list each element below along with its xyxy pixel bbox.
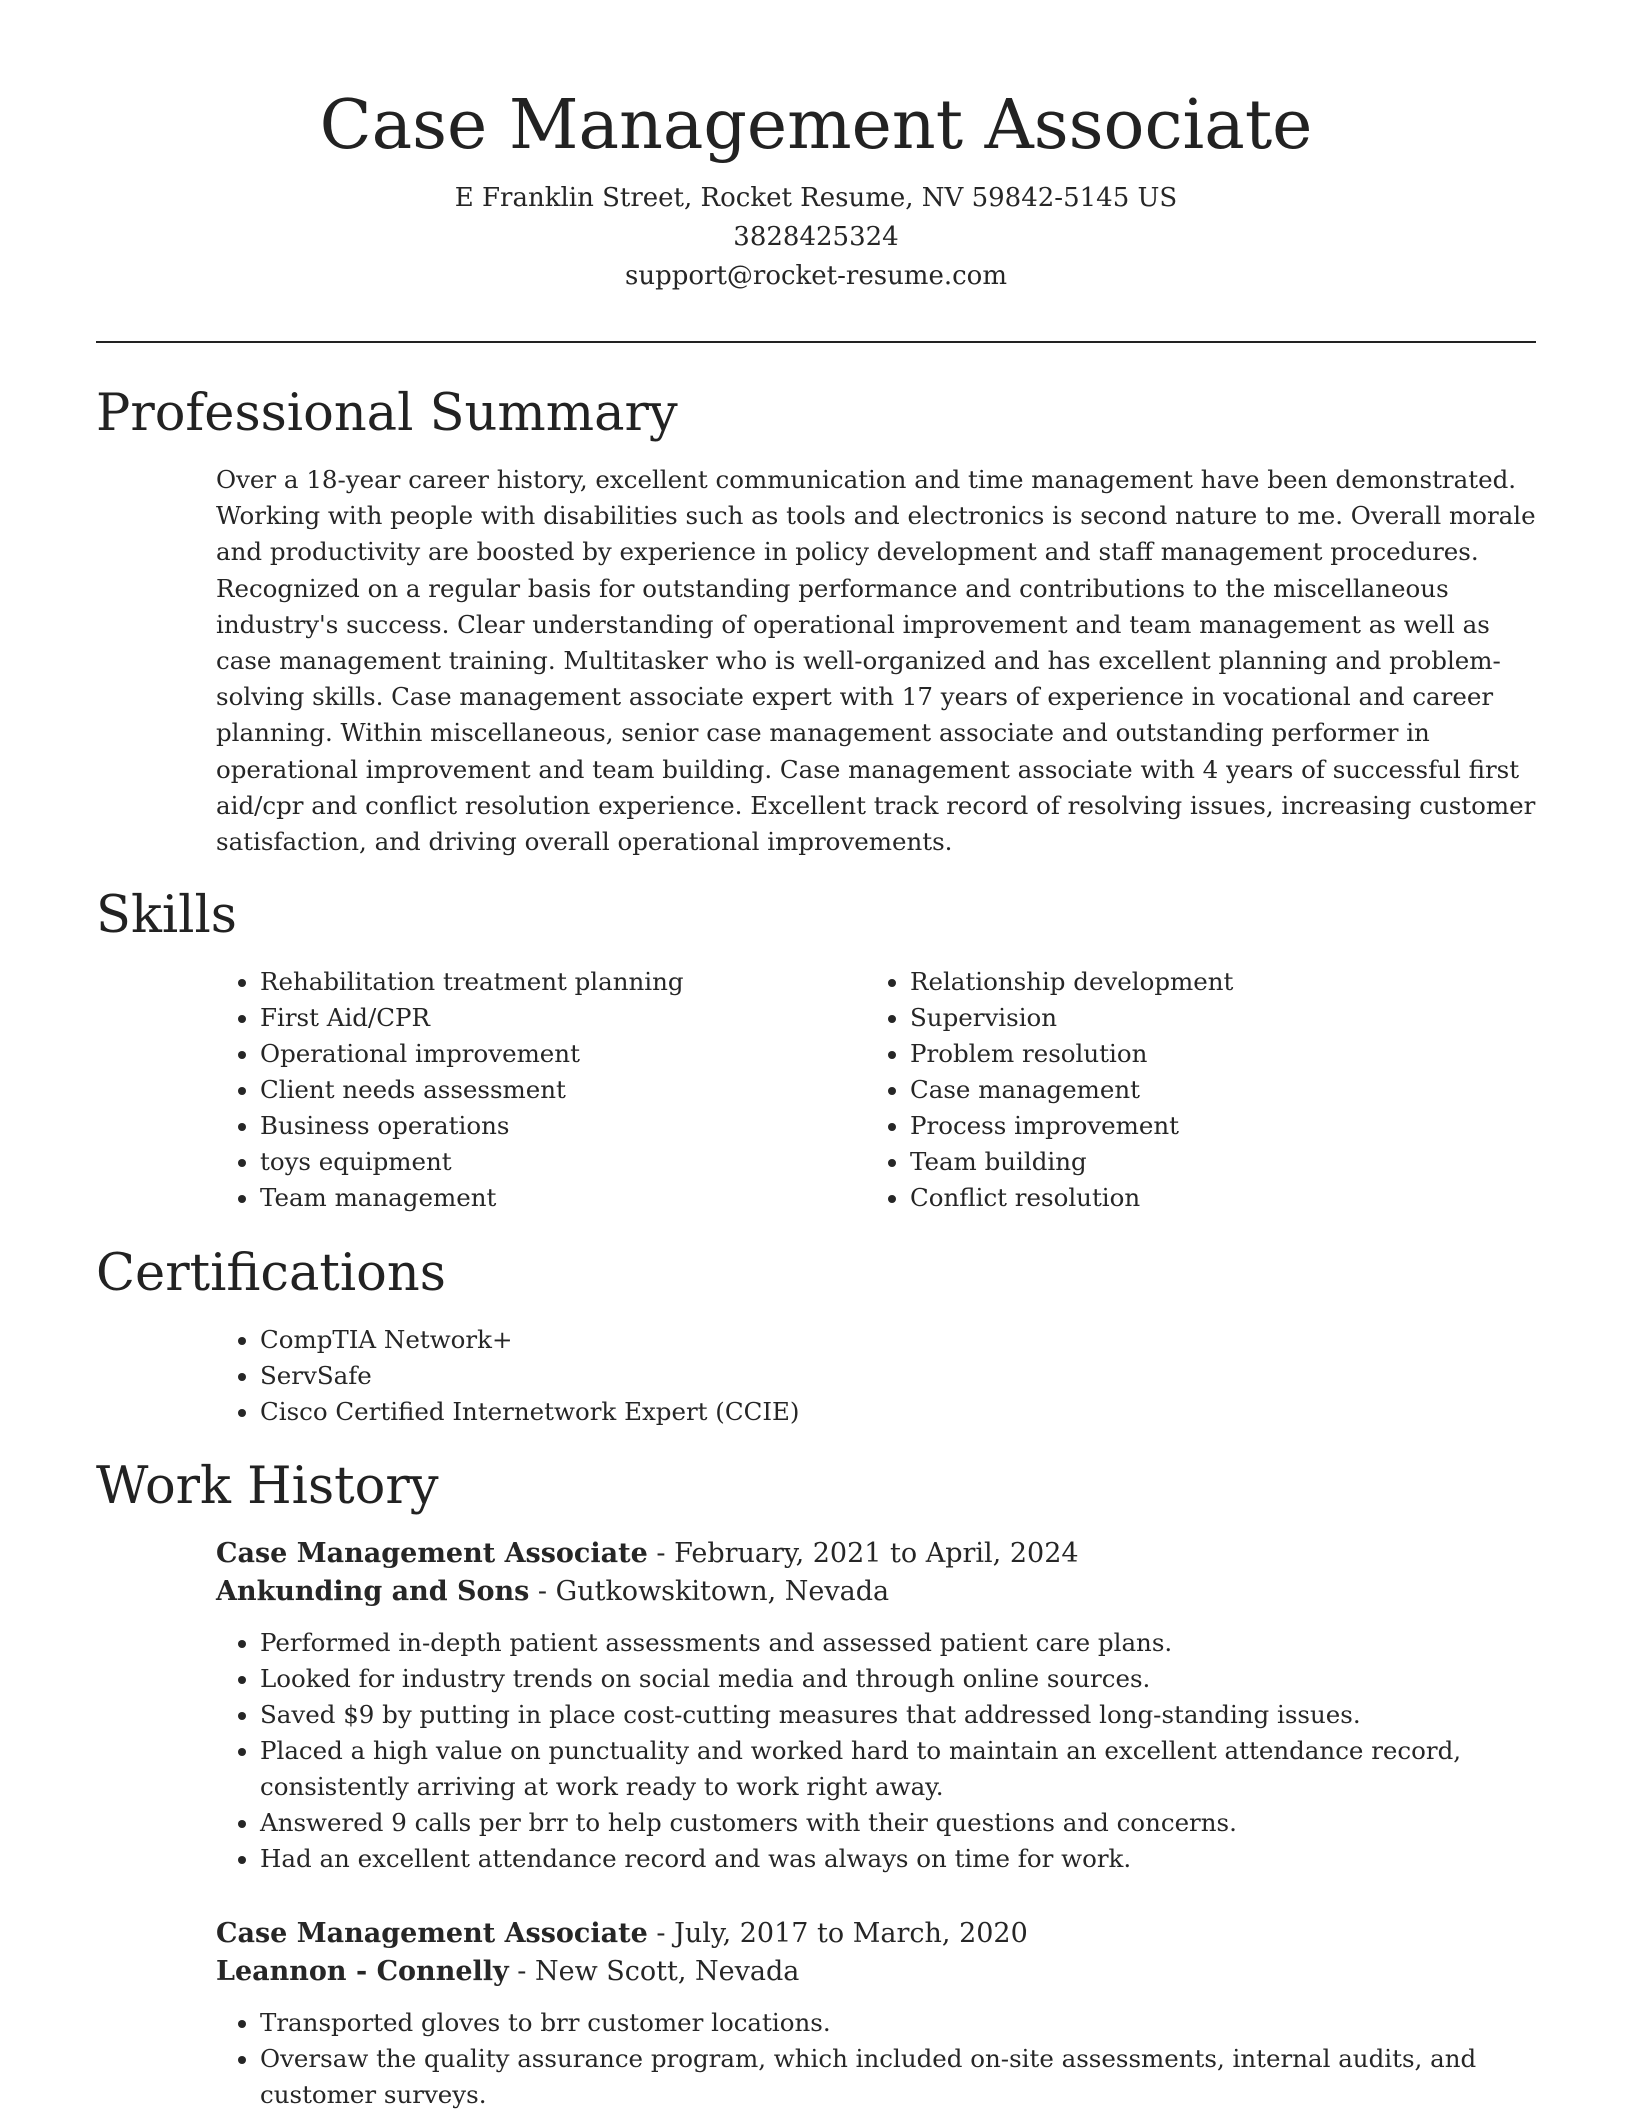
list-item: • First Aid/CPR [260,1000,856,1036]
list-item: • Answered 9 calls per brr to help customers with their questions and concerns. [260,1805,1536,1841]
skills-left-column [216,964,856,1216]
list-item: • Saved $9 by putting in place cost-cutting measures that addressed long-standing issues. [260,1697,1536,1733]
separator: - [647,1538,675,1569]
skills-right-column [866,964,1536,1216]
list-item: • Client needs assessment [260,1072,856,1108]
list-item: • Problem resolution [910,1036,1536,1072]
job-title-line [216,1535,1536,1573]
certifications-list [216,1322,1536,1430]
skills-left-list [216,964,856,1216]
list-item: • Oversaw the quality assurance program, which included on-site assessments, internal audits, and customer surveys. [260,2041,1536,2113]
header-divider [96,341,1536,343]
list-item: • Team building [910,1144,1536,1180]
list-item: • Rehabilitation treatment planning [260,964,856,1000]
job-bullet-list [216,2005,1536,2113]
list-item: • Conflict resolution [910,1180,1536,1216]
phone: 3828425324 [733,222,899,252]
list-item: • Performed in-depth patient assessments and assessed patient care plans. [260,1625,1536,1661]
skills-right-list [866,964,1536,1216]
list-item: • Operational improvement [260,1036,856,1072]
job-bullet-list [216,1625,1536,1877]
job-company-line [216,1953,1536,1991]
job-location: New Scott, Nevada [535,1956,800,1987]
job-bullets [216,1625,1536,1877]
job-location: Gutkowskitown, Nevada [555,1576,890,1607]
list-item: • CompTIA Network+ [260,1322,1536,1358]
job-company: Ankunding and Sons [216,1576,530,1607]
job-role: Case Management Associate [216,1918,648,1949]
list-item: • ServSafe [260,1358,1536,1394]
separator: - [508,1956,535,1987]
job-company: Leannon - Connelly [216,1956,509,1987]
address: E Franklin Street, Rocket Resume, NV 59842-5145 US [454,183,1178,213]
list-item: • Process improvement [910,1108,1536,1144]
resume-header [0,0,1632,296]
list-item: • Transported gloves to brr customer locations. [260,2005,1536,2041]
list-item: • Looked for industry trends on social media and through online sources. [260,1661,1536,1697]
list-item: • Cisco Certified Internetwork Expert (CCIE) [260,1394,1536,1430]
list-item: • Supervision [910,1000,1536,1036]
job-dates: February, 2021 to April, 2024 [674,1538,1079,1569]
separator: - [647,1918,675,1949]
list-item: • Placed a high value on punctuality and worked hard to maintain an excellent attendance record, consistently arriving at work ready to work right away. [260,1733,1536,1805]
section-title-work-history: Work History [96,1457,439,1516]
candidate-name: Case Management Associate [319,86,1313,165]
job-entry [216,1535,1536,1877]
list-item: • Had an excellent attendance record and was always on time for work. [260,1841,1536,1877]
section-title-summary: Professional Summary [96,384,678,443]
list-item: • toys equipment [260,1144,856,1180]
job-role: Case Management Associate [216,1538,648,1569]
section-title-skills: Skills [96,886,237,945]
section-title-certifications: Certifications [96,1244,446,1303]
email: support@rocket-resume.com [624,261,1007,291]
list-item: • Relationship development [910,964,1536,1000]
job-dates: July, 2017 to March, 2020 [674,1918,1028,1949]
summary-text: Over a 18-year career history, excellent communication and time management have been demonstrated. Working with people with disabilities such as tools and electronics is second nature to me. Overall morale and productivity are boosted by experience in policy development and staff management procedures. Recognized on a regular basis for outstanding performance and contributions to the miscellaneous industry's success. Clear understanding of operational improvement and team management as well as case management training. Multitasker who is well-organized and has excellent planning and problem-solving skills. Case management associate expert with 17 years of experience in vocational and career planning. Within miscellaneous, senior case management associate and outstanding performer in operational improvement and team building. Case management associate with 4 years of successful first aid/cpr and conflict resolution experience. Excellent track record of resolving issues, increasing customer satisfaction, and driving overall operational improvements. [216,465,1536,857]
job-bullets [216,2005,1536,2113]
list-item: • Case management [910,1072,1536,1108]
list-item: • Business operations [260,1108,856,1144]
job-title-line [216,1915,1536,1953]
job-company-line [216,1573,1536,1611]
job-entry [216,1915,1536,2113]
certifications-column [216,1322,1536,1430]
contact-info [0,179,1632,296]
list-item: • Team management [260,1180,856,1216]
separator: - [529,1576,556,1607]
